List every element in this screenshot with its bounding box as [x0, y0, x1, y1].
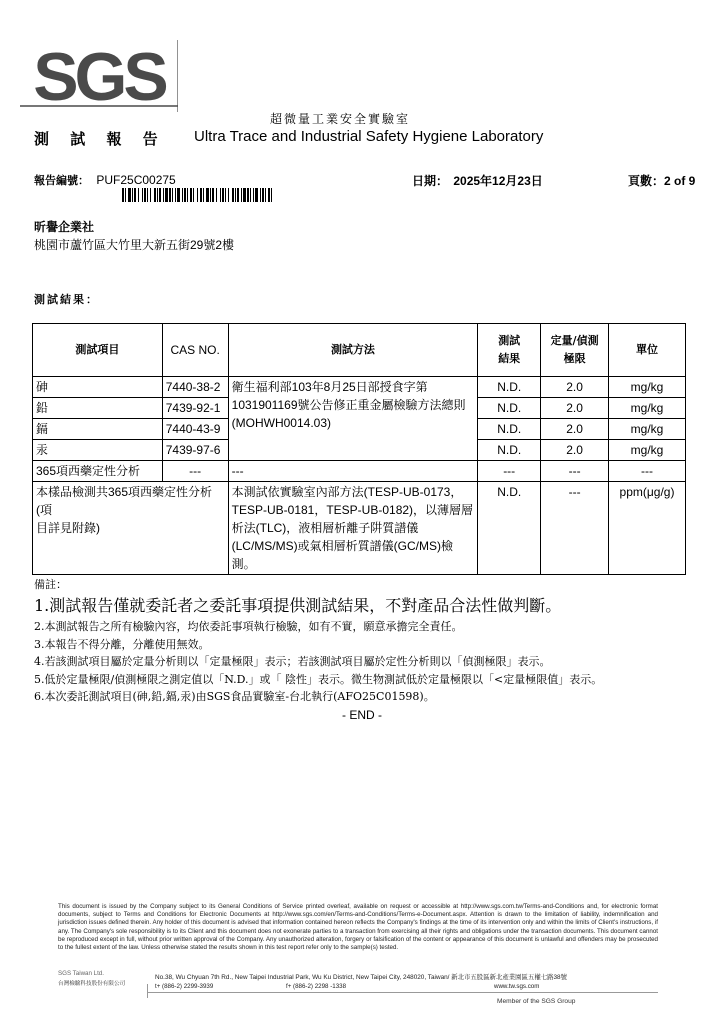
cell-item: 鉛	[33, 398, 163, 419]
cell-unit: mg/kg	[609, 398, 686, 419]
cell-summary-result: N.D.	[478, 482, 541, 575]
cell-result: ---	[478, 461, 541, 482]
cell-unit: ---	[609, 461, 686, 482]
cell-summary-method: 本測試依實驗室內部方法(TESP-UB-0173， TESP-UB-0181，TESP-UB-0182)，以薄層層 析法(TLC)，液相層析離子阱質譜儀 (LC/MS/MS)或氣相層析質譜儀(GC/MS)檢 測。	[228, 482, 478, 575]
cell-item: 365項西藥定性分析	[33, 461, 163, 482]
notes	[34, 576, 694, 706]
report-title-cn: 測 試 報 告	[34, 130, 166, 148]
sgs-logo	[20, 40, 178, 112]
cell-item: 汞	[33, 440, 163, 461]
cell-cas: 7439-92-1	[162, 398, 228, 419]
cell-unit: mg/kg	[609, 377, 686, 398]
footer-divider-vertical	[147, 984, 148, 998]
footer-company-en: SGS Taiwan Ltd.	[58, 970, 104, 977]
barcode	[122, 188, 272, 202]
cell-item: 砷	[33, 377, 163, 398]
cell-result: N.D.	[478, 398, 541, 419]
cell-result: N.D.	[478, 419, 541, 440]
page-value: 2 of 9	[664, 174, 696, 188]
note-item: 1.測試報告僅就委託者之委託事項提供測試結果，不對產品合法性做判斷。	[34, 596, 562, 615]
header-method: 測試方法	[228, 324, 478, 377]
table-row	[33, 461, 686, 482]
note-item: 6.本次委託測試項目(砷,鉛,鎘,汞)由SGS食品實驗室-台北執行(AFO25C01598)。	[34, 690, 435, 703]
cell-limit: 2.0	[541, 440, 609, 461]
lab-name-en: Ultra Trace and Industrial Safety Hygiene Laboratory	[194, 128, 544, 145]
footer-address: No.38, Wu Chyuan 7th Rd., New Taipei Industrial Park, Wu Ku District, New Taipei City, 248020, Taiwan/ 新北市五股區新北產業園區五權七路38號	[155, 974, 567, 981]
header-unit: 單位	[609, 324, 686, 377]
cell-limit: 2.0	[541, 398, 609, 419]
header-limit: 定量/偵測 極限	[541, 324, 609, 377]
report-no-label: 報告編號：	[34, 174, 89, 187]
results-section-label: 測試結果：	[34, 293, 99, 306]
cell-limit: 2.0	[541, 419, 609, 440]
header-result: 測試 結果	[478, 324, 541, 377]
report-no-value: PUF25C00275	[96, 173, 176, 187]
notes-title: 備註：	[34, 578, 67, 591]
note-item: 5.低於定量極限/偵測極限之測定值以「N.D.」或「 陰性」表示。微生物測試低於定量極限以「<定量極限值」表示。	[34, 672, 603, 686]
footer-web: www.tw.sgs.com	[494, 983, 540, 990]
header-item: 測試項目	[33, 324, 163, 377]
date-value: 2025年12月23日	[453, 174, 543, 188]
table-header-row	[33, 324, 686, 377]
lab-name-cn: 超微量工業安全實驗室	[270, 112, 411, 126]
client-address: 桃園市蘆竹區大竹里大新五街29號2樓	[34, 238, 235, 252]
cell-unit: mg/kg	[609, 419, 686, 440]
cell-result: N.D.	[478, 440, 541, 461]
svg-text:SGS: SGS	[33, 40, 165, 112]
cell-unit: mg/kg	[609, 440, 686, 461]
client-name: 昕譽企業社	[34, 220, 95, 234]
end-marker: - END -	[342, 708, 382, 722]
page-number	[628, 172, 695, 189]
cell-cas: 7440-38-2	[162, 377, 228, 398]
table-row	[33, 377, 686, 398]
footer-company-cn: 台灣檢驗科技股份有限公司	[58, 981, 126, 987]
results-table	[32, 323, 686, 575]
cell-cas: 7439-97-6	[162, 440, 228, 461]
footer-disclaimer: This document is issued by the Company subject to its General Conditions of Service printed overleaf, available on request or accessible at http://www.sgs.com.tw/Terms-and-Conditions and, for electronic format documents, subject to Terms and Conditions for Electronic Documents at http://www.sgs.com/en/Terms-and-Conditions/Terms-e-Document.aspx. Attention is drawn to the limitation of liability, indemnification and jurisdiction issues defined therein. Any holder of this document is advised that information contained hereon reflects the Company's findings at the time of its intervention only and within the limits of Client's instructions, if any. The Company's sole responsibility is to its Client and this document does not exonerate parties to a transaction from exercising all their rights and obligations under the transaction documents. This document cannot be reproduced except in full, without prior written approval of the Company. Any unauthorized alteration, forgery or falsification of the content or appearance of this document is unlawful and offenders may be prosecuted to the fullest extent of the law. Unless otherwise stated the results shown in this test report refer only to the sample(s) tested.	[58, 903, 658, 952]
cell-item: 鎘	[33, 419, 163, 440]
cell-method: ---	[228, 461, 478, 482]
cell-limit: 2.0	[541, 377, 609, 398]
table-row	[33, 482, 686, 575]
footer-fax: f+ (886-2) 2298 -1338	[286, 983, 347, 990]
cell-result: N.D.	[478, 377, 541, 398]
footer-tel: t+ (886-2) 2299-3939	[155, 983, 214, 990]
report-date	[412, 172, 543, 189]
cell-method-heavy-metals: 衛生福利部103年8月25日部授食字第 1031901169號公告修正重金屬檢驗方法總則 (MOHWH0014.03)	[228, 377, 478, 461]
date-label: 日期：	[412, 174, 449, 188]
header-cas: CAS NO.	[162, 324, 228, 377]
report-no	[34, 172, 176, 188]
note-item: 4.若該測試項目屬於定量分析則以「定量極限」表示；若該測試項目屬於定性分析則以「偵測極限」表示。	[34, 655, 551, 668]
note-item: 2.本測試報告之所有檢驗內容，均依委託事項執行檢驗，如有不實，願意承擔完全責任。	[34, 620, 463, 633]
cell-summary-unit: ppm(μg/g)	[609, 482, 686, 575]
cell-summary-item: 本樣品檢測共365項西藥定性分析(項 目詳見附錄)	[33, 482, 229, 575]
note-item: 3.本報告不得分離，分離使用無效。	[34, 637, 210, 651]
cell-cas: ---	[162, 461, 228, 482]
footer-rule	[148, 992, 658, 993]
page-label: 頁數：	[628, 174, 665, 188]
cell-limit: ---	[541, 461, 609, 482]
cell-cas: 7440-43-9	[162, 419, 228, 440]
cell-summary-limit: ---	[541, 482, 609, 575]
footer-member: Member of the SGS Group	[497, 998, 576, 1005]
